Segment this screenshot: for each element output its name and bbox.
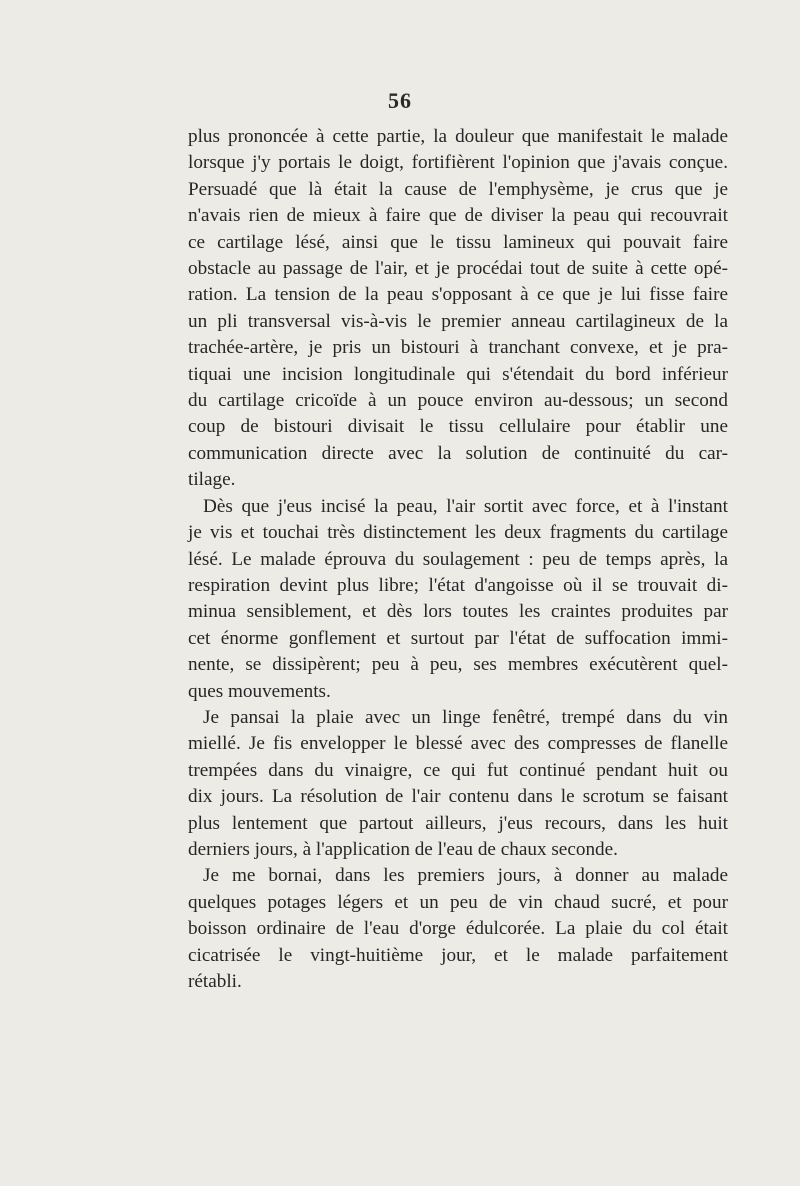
text-line: derniers jours, à l'application de l'eau de chaux seconde. <box>188 838 618 860</box>
text-line: dix jours. La résolution de l'air contenu dans le scrotum se faisant <box>188 786 728 808</box>
text-line: cicatrisée le vingt-huitième jour, et le malade parfaitement <box>188 944 728 966</box>
text-line: trachée-artère, je pris un bistouri à tranchant convexe, et je pra- <box>188 337 728 359</box>
text-line: cet énorme gonflement et surtout par l'état de suffocation immi- <box>188 627 728 649</box>
text-line: lorsque j'y portais le doigt, fortifièrent l'opinion que j'avais conçue. <box>188 152 728 174</box>
text-line: quelques potages légers et un peu de vin chaud sucré, et pour <box>188 891 728 913</box>
text-line: minua sensiblement, et dès lors toutes les craintes produites par <box>188 601 728 623</box>
text-line: un pli transversal vis-à-vis le premier anneau cartilagineux de la <box>188 310 728 332</box>
text-line: n'avais rien de mieux à faire que de diviser la peau qui recouvrait <box>188 205 728 227</box>
paragraph <box>188 863 728 995</box>
text-line: je vis et touchai très distinctement les deux fragments du cartilage <box>188 522 728 544</box>
paragraph <box>188 705 728 863</box>
text-line: miellé. Je fis envelopper le blessé avec des compresses de flanelle <box>188 733 728 755</box>
text-line: ques mouvements. <box>188 680 331 702</box>
text-line: trempées dans du vinaigre, ce qui fut continué pendant huit ou <box>188 759 728 781</box>
text-line: tilage. <box>188 469 236 491</box>
text-line: Persuadé que là était la cause de l'emphysème, je crus que je <box>188 178 728 200</box>
text-line: communication directe avec la solution de continuité du car- <box>188 442 728 464</box>
text-line: lésé. Le malade éprouva du soulagement : peu de temps après, la <box>188 548 728 570</box>
paragraph <box>188 124 728 494</box>
text-line: plus lentement que partout ailleurs, j'eus recours, dans les huit <box>188 812 728 834</box>
text-line: boisson ordinaire de l'eau d'orge édulcorée. La plaie du col était <box>188 918 728 940</box>
text-line: coup de bistouri divisait le tissu cellulaire pour établir une <box>188 416 728 438</box>
text-line: Je me bornai, dans les premiers jours, à donner au malade <box>203 865 728 887</box>
text-line: tiquai une incision longitudinale qui s'étendait du bord inférieur <box>188 363 728 385</box>
text-line: ce cartilage lésé, ainsi que le tissu lamineux qui pouvait faire <box>188 231 728 253</box>
text-line: ration. La tension de la peau s'opposant à ce que je lui fisse faire <box>188 284 728 306</box>
text-line: nente, se dissipèrent; peu à peu, ses membres exécutèrent quel- <box>188 654 728 676</box>
text-line: Je pansai la plaie avec un linge fenêtré, trempé dans du vin <box>203 706 728 728</box>
body-text <box>188 124 728 995</box>
text-line: du cartilage cricoïde à un pouce environ au-dessous; un second <box>188 390 728 412</box>
text-line: plus prononcée à cette partie, la douleur que manifestait le malade <box>188 126 728 147</box>
paragraph <box>188 494 728 705</box>
text-line: rétabli. <box>188 971 242 992</box>
text-line: Dès que j'eus incisé la peau, l'air sortit avec force, et à l'instant <box>203 495 728 517</box>
text-line: obstacle au passage de l'air, et je procédai tout de suite à cette opé- <box>188 258 728 280</box>
page-number: 56 <box>388 88 412 113</box>
text-line: respiration devint plus libre; l'état d'angoisse où il se trouvait di- <box>188 574 728 596</box>
